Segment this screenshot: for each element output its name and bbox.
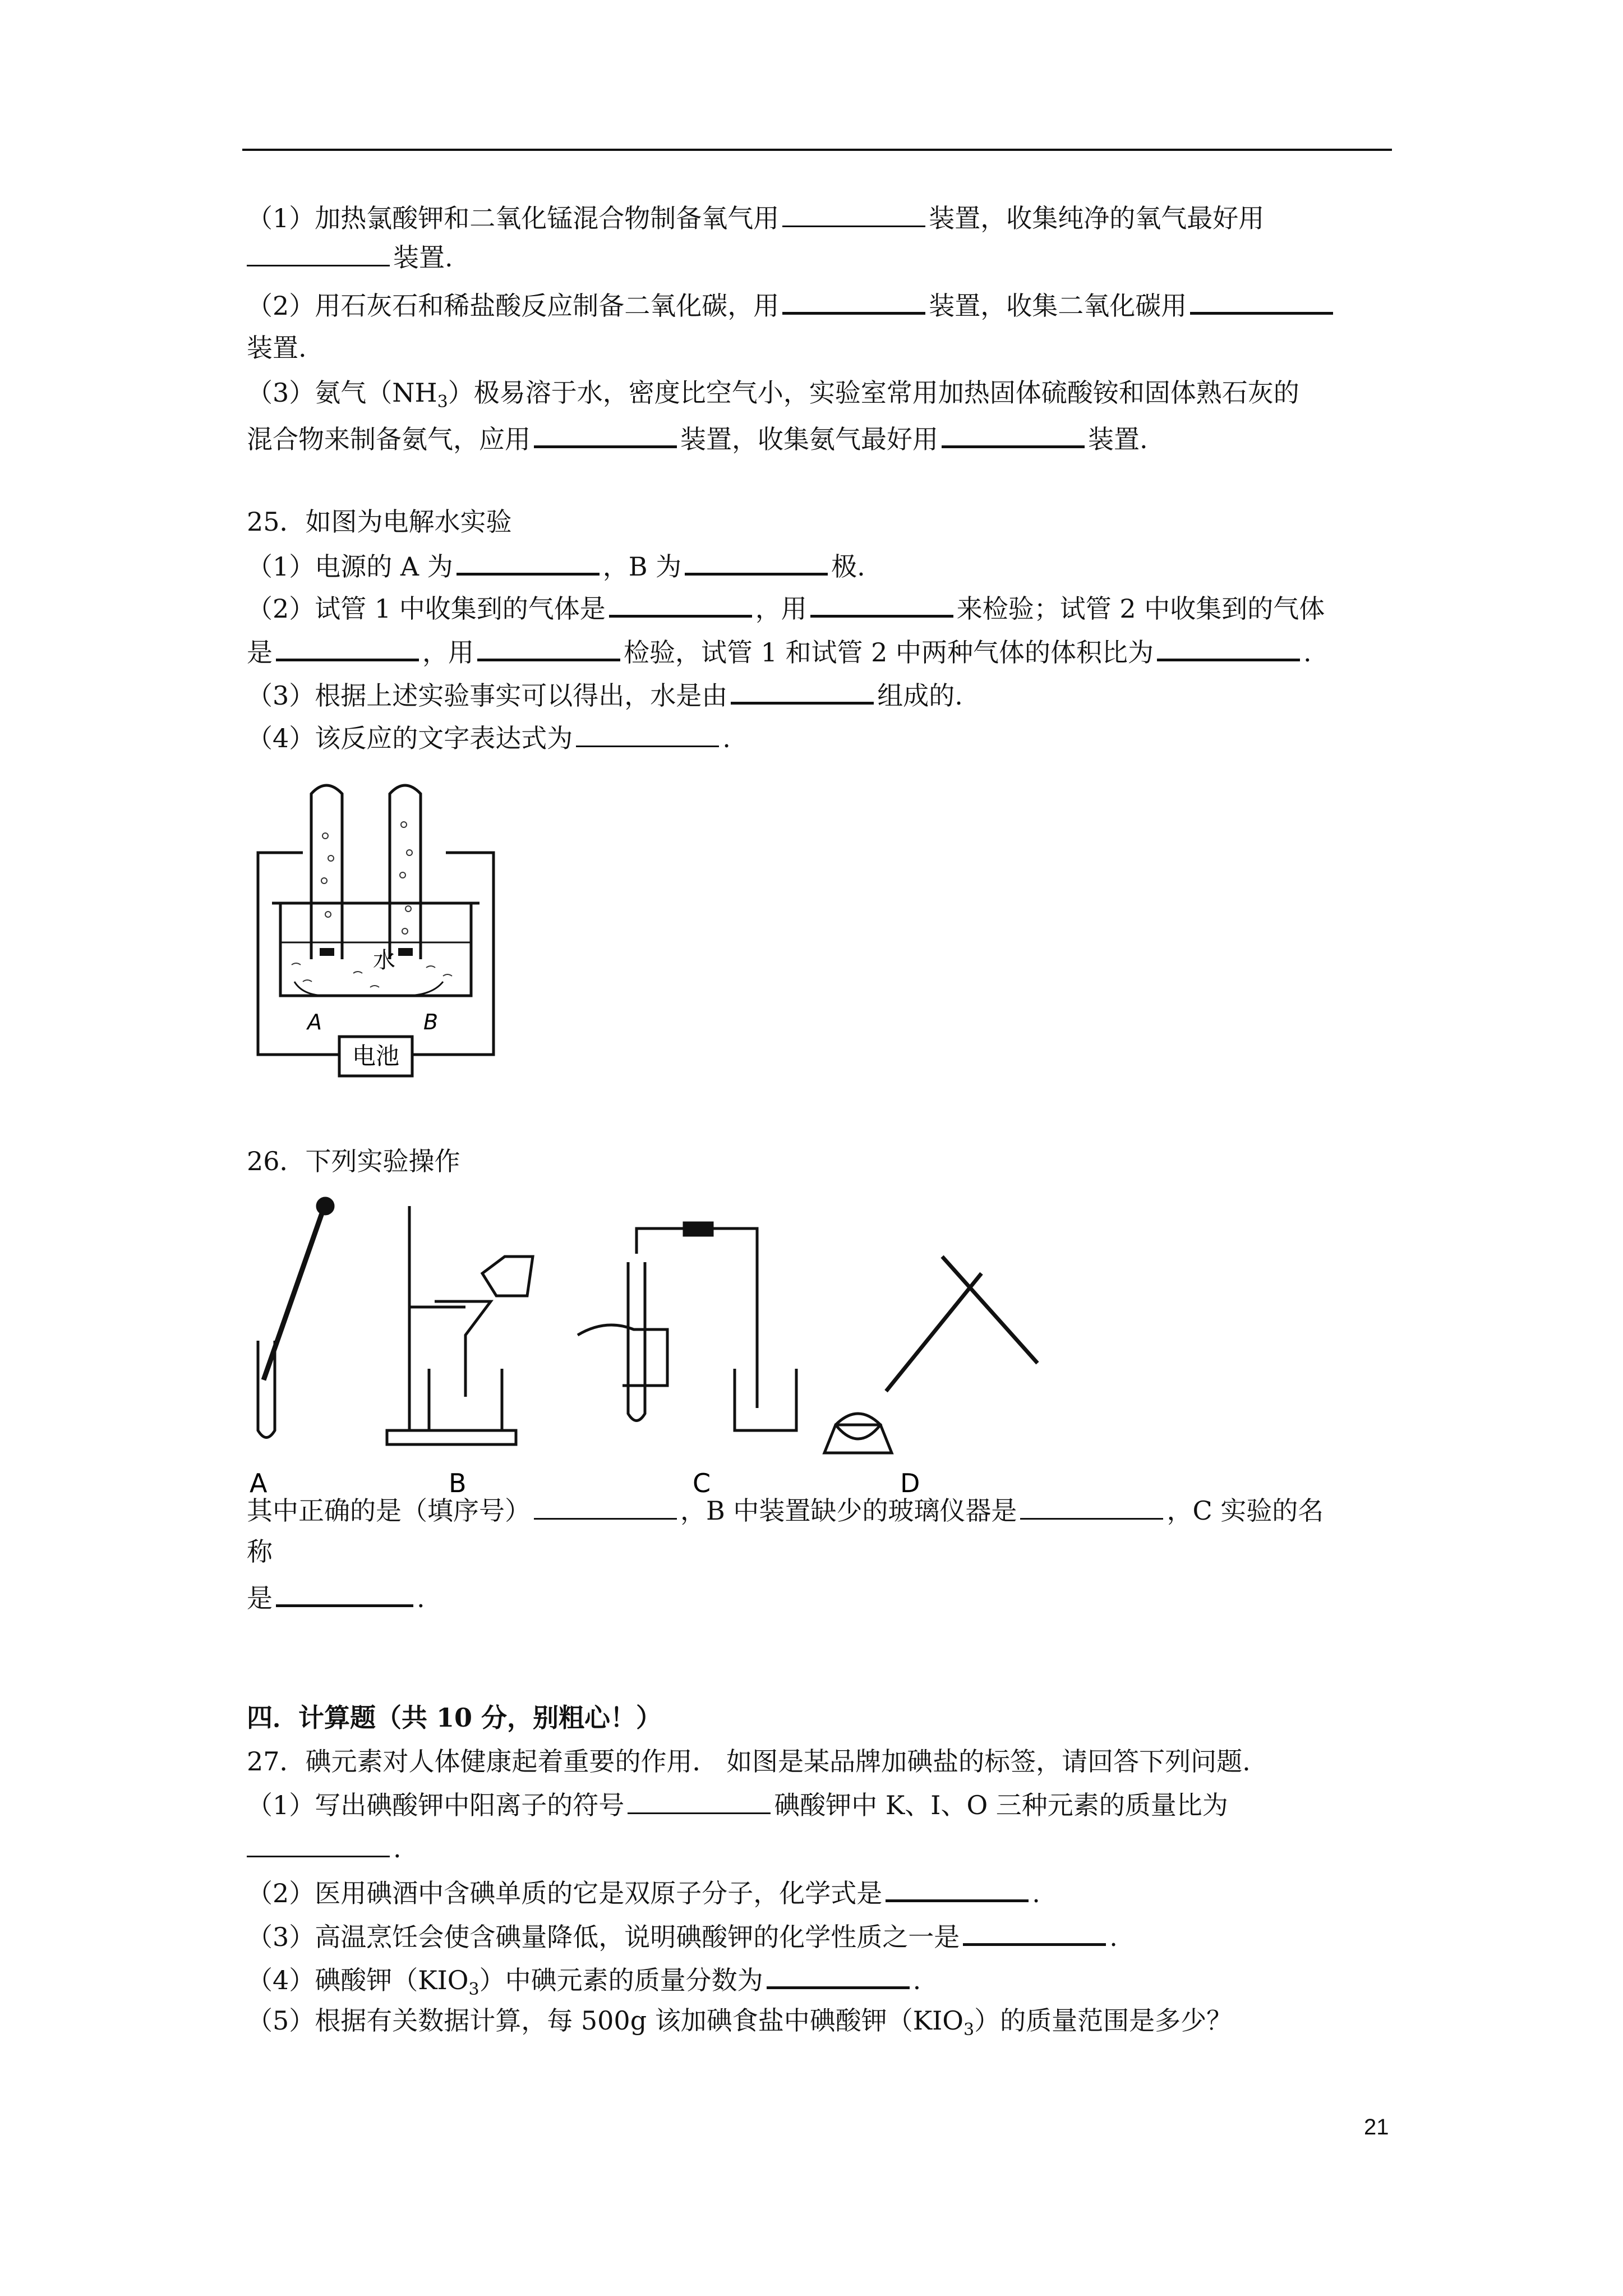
q27-text: 碘酸钾中 K、I、O 三种元素的质量比为 bbox=[774, 1790, 1228, 1820]
answer-blank[interactable] bbox=[731, 676, 874, 705]
answer-blank[interactable] bbox=[963, 1917, 1106, 1946]
page-number: 21 bbox=[1364, 2115, 1389, 2139]
q26-text: 其中正确的是（填序号） bbox=[247, 1496, 531, 1526]
answer-blank[interactable] bbox=[276, 633, 419, 661]
q27-line-4 bbox=[247, 1917, 1118, 1954]
answer-blank[interactable] bbox=[276, 1579, 413, 1607]
header-rule bbox=[242, 149, 1392, 151]
answer-blank[interactable] bbox=[810, 589, 953, 618]
pole-a-label: A bbox=[307, 1010, 322, 1034]
answer-blank[interactable] bbox=[782, 200, 925, 227]
answer-blank[interactable] bbox=[767, 1961, 910, 1989]
answer-blank[interactable] bbox=[1157, 633, 1300, 661]
q25-text: 检验，试管 1 和试管 2 中两种气体的体积比为 bbox=[624, 637, 1154, 668]
q25-line-5 bbox=[247, 720, 731, 755]
q27-text: （4）碘酸钾（KIO bbox=[247, 1965, 469, 1995]
q24-text: 装置，收集纯净的氧气最好用 bbox=[929, 203, 1265, 233]
q25-text: 来检验；试管 2 中收集到的气体 bbox=[956, 593, 1325, 624]
q27-text: （2）医用碘酒中含碘单质的它是双原子分子，化学式是 bbox=[247, 1878, 883, 1908]
q25-text: （2）试管 1 中收集到的气体是 bbox=[247, 593, 606, 624]
electrode-a bbox=[320, 948, 334, 956]
q24-text: 装置，收集氨气最好用 bbox=[680, 424, 938, 454]
q24-text: 装置. bbox=[1088, 424, 1148, 454]
q25-line-4 bbox=[247, 676, 963, 712]
answer-blank[interactable] bbox=[609, 589, 752, 618]
q25-text: ，用 bbox=[755, 593, 807, 624]
q25-line-1 bbox=[247, 547, 865, 583]
answer-blank[interactable] bbox=[457, 547, 600, 576]
q27-text: . bbox=[1032, 1878, 1040, 1908]
subscript: 3 bbox=[437, 392, 448, 412]
q27-text: . bbox=[393, 1833, 402, 1864]
water-label: 水 bbox=[373, 947, 395, 973]
answer-blank[interactable] bbox=[247, 239, 390, 266]
q24-line-3 bbox=[247, 286, 1336, 323]
q27-line-5 bbox=[247, 1961, 921, 2007]
electrolysis-diagram bbox=[241, 774, 510, 1088]
answer-blank[interactable] bbox=[628, 1787, 771, 1814]
answer-blank[interactable] bbox=[1020, 1492, 1163, 1520]
q24-text: 混合物来制备氨气，应用 bbox=[247, 424, 531, 454]
q26-text: ，C 实验的名 bbox=[1166, 1496, 1324, 1526]
q27-text: ）的质量范围是多少？ bbox=[974, 2005, 1233, 2036]
q25-line-2 bbox=[247, 589, 1325, 625]
answer-blank[interactable] bbox=[782, 286, 925, 315]
q25-text: （4）该反应的文字表达式为 bbox=[247, 723, 573, 753]
battery-label: 电池 bbox=[352, 1042, 400, 1070]
q25-line-3 bbox=[247, 633, 1312, 669]
answer-blank[interactable] bbox=[477, 633, 620, 661]
subscript: 3 bbox=[468, 1980, 479, 2000]
answer-blank[interactable] bbox=[534, 1492, 677, 1520]
option-b-label: B bbox=[449, 1468, 467, 1498]
q24-text: （3）氨气（NH bbox=[247, 378, 437, 408]
q27-line-2 bbox=[247, 1830, 402, 1865]
q27-line-1 bbox=[247, 1787, 1228, 1822]
q26-text: 是 bbox=[247, 1583, 273, 1613]
answer-blank[interactable] bbox=[685, 547, 828, 576]
q25-text: （3）根据上述实验事实可以得出，水是由 bbox=[247, 680, 728, 711]
q25-text: ，B 为 bbox=[602, 551, 682, 582]
q27-line-6 bbox=[247, 2004, 1232, 2047]
lab-operations-figure bbox=[241, 1189, 1138, 1503]
q27-text: （1）写出碘酸钾中阳离子的符号 bbox=[247, 1790, 625, 1820]
q24-text: （1）加热氯酸钾和二氧化锰混合物制备氧气用 bbox=[247, 203, 780, 233]
q26-line-2: 称 bbox=[247, 1536, 273, 1567]
q25-text: （1）电源的 A 为 bbox=[247, 551, 453, 582]
q24-text: 装置. bbox=[247, 333, 307, 363]
answer-blank[interactable] bbox=[534, 420, 677, 448]
q24-line-4 bbox=[247, 331, 307, 365]
section-4-title: 四．计算题（共 10 分，别粗心！） bbox=[247, 1703, 662, 1733]
q25-text: 是 bbox=[247, 637, 273, 668]
q25-text: 组成的. bbox=[877, 680, 963, 711]
q26-line-1 bbox=[247, 1492, 1324, 1527]
electrolysis-figure bbox=[241, 774, 510, 1088]
subscript: 3 bbox=[963, 2020, 975, 2040]
q24-line-6 bbox=[247, 420, 1148, 456]
q27-text: （3）高温烹饪会使含碘量降低，说明碘酸钾的化学性质之一是 bbox=[247, 1922, 960, 1952]
answer-blank[interactable] bbox=[942, 420, 1085, 448]
lab-operations-diagram bbox=[241, 1189, 1138, 1503]
q26-text: ，B 中装置缺少的玻璃仪器是 bbox=[680, 1496, 1017, 1526]
q26-line-3 bbox=[247, 1579, 425, 1615]
q26-title: 26．下列实验操作 bbox=[247, 1146, 460, 1176]
q25-title: 25．如图为电解水实验 bbox=[247, 507, 512, 537]
q25-text: . bbox=[1303, 637, 1312, 668]
q27-line-3 bbox=[247, 1874, 1040, 1910]
pole-b-label: B bbox=[423, 1010, 439, 1034]
q27-text: . bbox=[1109, 1922, 1118, 1952]
q27-text: ）中碘元素的质量分数为 bbox=[479, 1965, 763, 1995]
answer-blank[interactable] bbox=[576, 720, 719, 747]
electrode-b bbox=[398, 948, 413, 956]
q24-line-1 bbox=[247, 200, 1264, 235]
q24-line-2 bbox=[247, 239, 453, 274]
q27-title: 27．碘元素对人体健康起着重要的作用． 如图是某品牌加碘盐的标签，请回答下列问题. bbox=[247, 1746, 1251, 1777]
answer-blank[interactable] bbox=[886, 1874, 1029, 1902]
answer-blank[interactable] bbox=[247, 1830, 390, 1857]
q27-text: . bbox=[912, 1965, 921, 1995]
q25-text: . bbox=[722, 723, 731, 753]
q25-text: ，用 bbox=[422, 637, 474, 668]
q24-text: 装置，收集二氧化碳用 bbox=[929, 291, 1187, 321]
option-a-label: A bbox=[250, 1468, 268, 1498]
option-c-label: C bbox=[693, 1468, 711, 1498]
q24-text: （2）用石灰石和稀盐酸反应制备二氧化碳，用 bbox=[247, 291, 780, 321]
option-d-label: D bbox=[900, 1468, 920, 1498]
q24-line-5 bbox=[247, 376, 1299, 419]
answer-blank[interactable] bbox=[1190, 286, 1333, 315]
q26-text: . bbox=[417, 1583, 425, 1613]
q27-text: （5）根据有关数据计算，每 500g 该加碘食盐中碘酸钾（KIO bbox=[247, 2005, 964, 2036]
q24-text: 装置. bbox=[393, 242, 453, 273]
q25-text: 极. bbox=[831, 551, 865, 582]
q24-text: ）极易溶于水，密度比空气小，实验室常用加热固体硫酸铵和固体熟石灰的 bbox=[448, 378, 1299, 408]
